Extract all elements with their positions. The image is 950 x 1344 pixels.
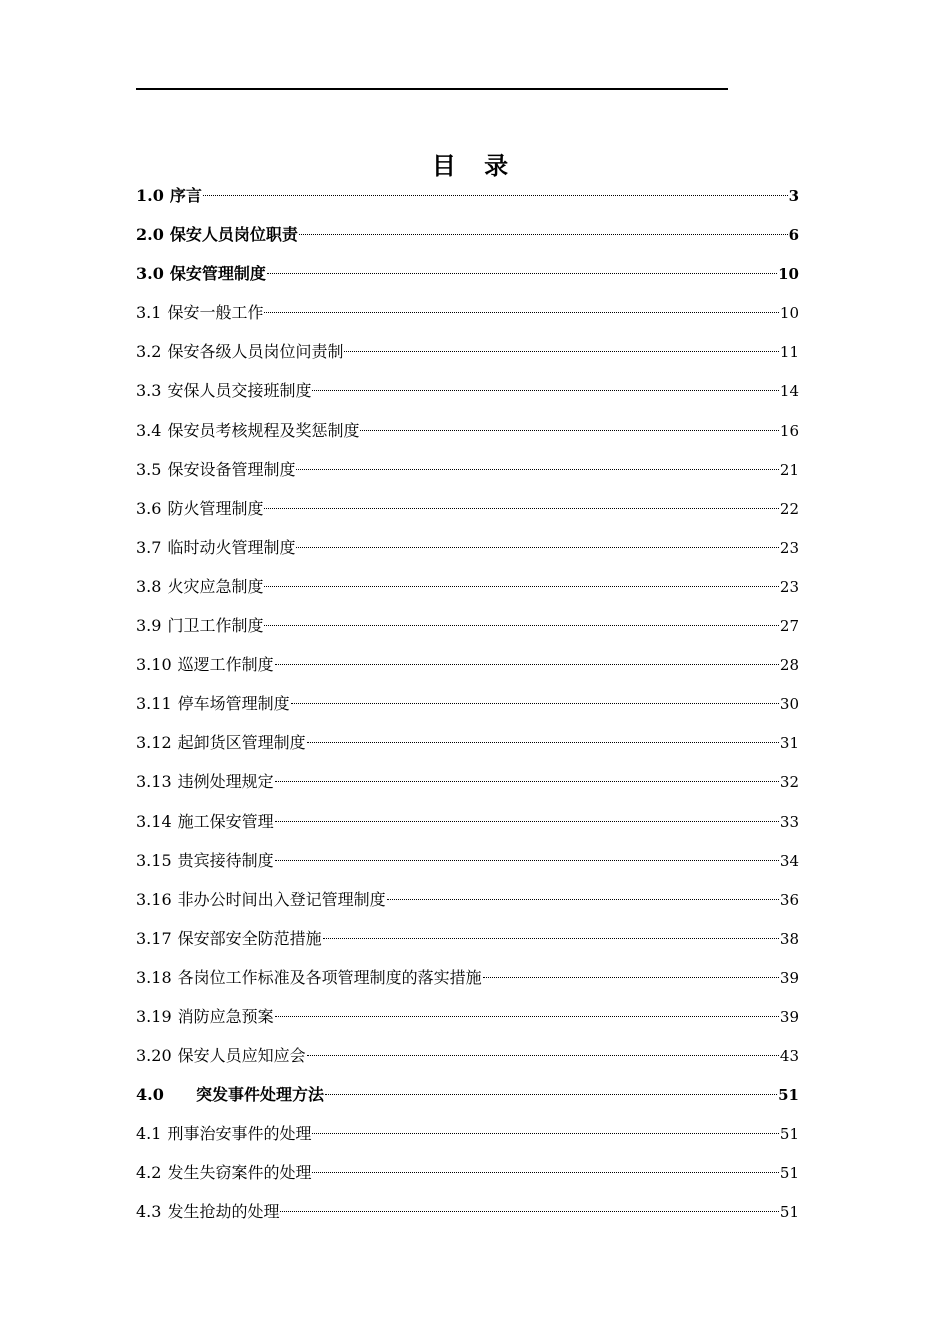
toc-entry-page: 32 [779,773,799,792]
toc-entry-number: 3.4 [136,420,162,440]
toc-entry[interactable] [136,377,799,416]
toc-dot-leader [280,1211,778,1212]
toc-entry-page: 23 [779,538,799,557]
toc-dot-leader [312,1172,778,1173]
toc-dot-leader [296,469,778,470]
toc-dot-leader [325,1094,777,1095]
toc-entry-number: 3.9 [136,616,162,636]
toc-entry-title: 保安人员应知应会 [177,1046,306,1066]
toc-entry-page: 38 [779,929,799,948]
toc-entry-page: 3 [788,187,799,205]
toc-entry-page: 10 [778,265,799,284]
toc-dot-leader [483,977,779,978]
toc-entry-title: 刑事治安事件的处理 [167,1124,312,1144]
toc-entry-title: 突发事件处理方法 [196,1085,325,1105]
toc-entry[interactable] [136,847,799,886]
toc-entry-number: 4.2 [136,1163,162,1183]
toc-entry[interactable] [136,964,799,1003]
toc-entry-page: 43 [779,1047,799,1066]
toc-dot-leader [360,430,778,431]
toc-entry[interactable] [136,612,799,651]
toc-entry[interactable] [136,1081,799,1120]
toc-dot-leader [307,1055,779,1056]
toc-entry-number: 3.8 [136,576,162,596]
toc-entry[interactable] [136,456,799,495]
toc-entry-page: 51 [779,1164,799,1183]
table-of-contents [136,182,799,1238]
toc-dot-leader [323,938,779,939]
toc-dot-leader [275,821,779,822]
toc-entry-title: 门卫工作制度 [167,616,264,636]
toc-entry-page: 51 [779,1125,799,1144]
toc-entry-page: 14 [779,382,799,401]
toc-entry-title: 违例处理规定 [177,772,274,792]
toc-entry[interactable] [136,808,799,847]
toc-entry[interactable] [136,1159,799,1198]
toc-entry-title: 停车场管理制度 [177,694,290,714]
toc-entry-title: 巡逻工作制度 [177,655,274,675]
toc-entry-title: 贵宾接待制度 [177,850,274,870]
toc-entry-number: 3.10 [136,655,172,675]
toc-entry-number: 3.18 [136,967,172,987]
toc-dot-leader [203,195,788,196]
toc-dot-leader [387,899,779,900]
toc-entry-title: 发生失窃案件的处理 [167,1163,312,1183]
toc-entry-number: 1.0 [136,186,164,205]
toc-entry-page: 39 [779,1007,799,1026]
toc-entry-title: 施工保安管理 [177,811,274,831]
toc-entry-page: 31 [779,734,799,753]
toc-entry[interactable] [136,338,799,377]
toc-entry-title: 保安人员岗位职责 [169,225,298,245]
toc-dot-leader [267,273,777,274]
toc-dot-leader [275,664,779,665]
toc-entry-page: 34 [779,851,799,870]
toc-entry-number: 3.17 [136,928,172,948]
toc-dot-leader [264,508,778,509]
toc-dot-leader [264,625,778,626]
toc-entry[interactable] [136,1042,799,1081]
toc-entry[interactable] [136,221,799,260]
toc-entry-title: 起卸货区管理制度 [177,733,306,753]
toc-entry[interactable] [136,417,799,456]
toc-entry-number: 4.3 [136,1202,162,1222]
toc-entry-page: 10 [779,304,799,323]
toc-entry-page: 36 [779,890,799,909]
toc-entry-page: 28 [779,656,799,675]
toc-dot-leader [344,351,778,352]
toc-entry[interactable] [136,1198,799,1237]
toc-entry-page: 27 [779,617,799,636]
toc-dot-leader [275,860,779,861]
toc-entry-title: 保安部安全防范措施 [177,928,322,948]
toc-entry-page: 23 [779,577,799,596]
header-rule [136,88,728,90]
toc-dot-leader [312,390,778,391]
toc-entry[interactable] [136,925,799,964]
toc-entry[interactable] [136,690,799,729]
toc-entry-title: 消防应急预案 [177,1006,274,1026]
toc-entry[interactable] [136,651,799,690]
toc-entry-title: 序言 [169,186,202,205]
toc-entry-number: 3.19 [136,1006,172,1026]
toc-dot-leader [264,312,778,313]
toc-entry-page: 16 [779,421,799,440]
toc-entry-page: 6 [788,226,799,245]
toc-entry-page: 33 [779,812,799,831]
toc-entry[interactable] [136,1003,799,1042]
toc-entry-number: 3.1 [136,303,162,323]
toc-entry-page: 30 [779,695,799,714]
toc-entry-number: 3.12 [136,733,172,753]
toc-entry-title: 火灾应急制度 [167,576,264,596]
toc-dot-leader [296,547,778,548]
toc-entry-number: 3.6 [136,498,162,518]
toc-entry-number: 3.15 [136,850,172,870]
toc-entry-title: 保安员考核规程及奖惩制度 [167,420,360,440]
toc-dot-leader [264,586,778,587]
toc-entry[interactable] [136,573,799,612]
toc-entry-number: 4.1 [136,1124,162,1144]
toc-entry-page: 51 [778,1086,799,1105]
toc-entry-title: 保安管理制度 [169,264,266,284]
toc-entry-number: 3.13 [136,772,172,792]
toc-entry-number: 3.7 [136,537,162,557]
toc-entry[interactable] [136,299,799,338]
toc-entry-page: 11 [779,343,799,362]
toc-entry[interactable] [136,260,799,299]
toc-entry-title: 保安一般工作 [167,303,264,323]
toc-entry-title: 保安各级人员岗位问责制 [167,342,344,362]
toc-entry-page: 51 [779,1203,799,1222]
toc-dot-leader [275,781,779,782]
toc-entry-number: 3.3 [136,381,162,401]
toc-entry-page: 39 [779,968,799,987]
toc-entry[interactable] [136,768,799,807]
toc-entry-number: 3.16 [136,889,172,909]
toc-entry[interactable] [136,886,799,925]
toc-entry-number: 2.0 [136,225,164,245]
toc-entry-title: 各岗位工作标准及各项管理制度的落实措施 [177,967,482,987]
toc-entry[interactable] [136,534,799,573]
toc-entry-title: 保安设备管理制度 [167,459,296,479]
toc-entry-title: 非办公时间出入登记管理制度 [177,889,386,909]
toc-entry[interactable] [136,495,799,534]
toc-entry-number: 3.2 [136,342,162,362]
toc-entry-number: 3.5 [136,459,162,479]
toc-entry-title: 防火管理制度 [167,498,264,518]
toc-dot-leader [307,742,779,743]
toc-dot-leader [275,1016,779,1017]
toc-entry[interactable] [136,729,799,768]
toc-entry-page: 21 [779,460,799,479]
toc-entry[interactable] [136,1120,799,1159]
toc-entry-page: 22 [779,499,799,518]
toc-entry-number: 4.0 [136,1085,164,1105]
toc-dot-leader [312,1133,778,1134]
toc-entry-title: 发生抢劫的处理 [167,1202,280,1222]
toc-entry-number: 3.0 [136,264,164,284]
toc-title: 目 录 [431,151,519,180]
toc-entry-number: 3.20 [136,1046,172,1066]
toc-entry-title: 安保人员交接班制度 [167,381,312,401]
toc-dot-leader [291,703,779,704]
toc-entry-number: 3.14 [136,811,172,831]
toc-entry-title: 临时动火管理制度 [167,537,296,557]
toc-entry-number: 3.11 [136,694,172,714]
toc-entry[interactable] [136,182,799,221]
toc-dot-leader [299,234,788,235]
